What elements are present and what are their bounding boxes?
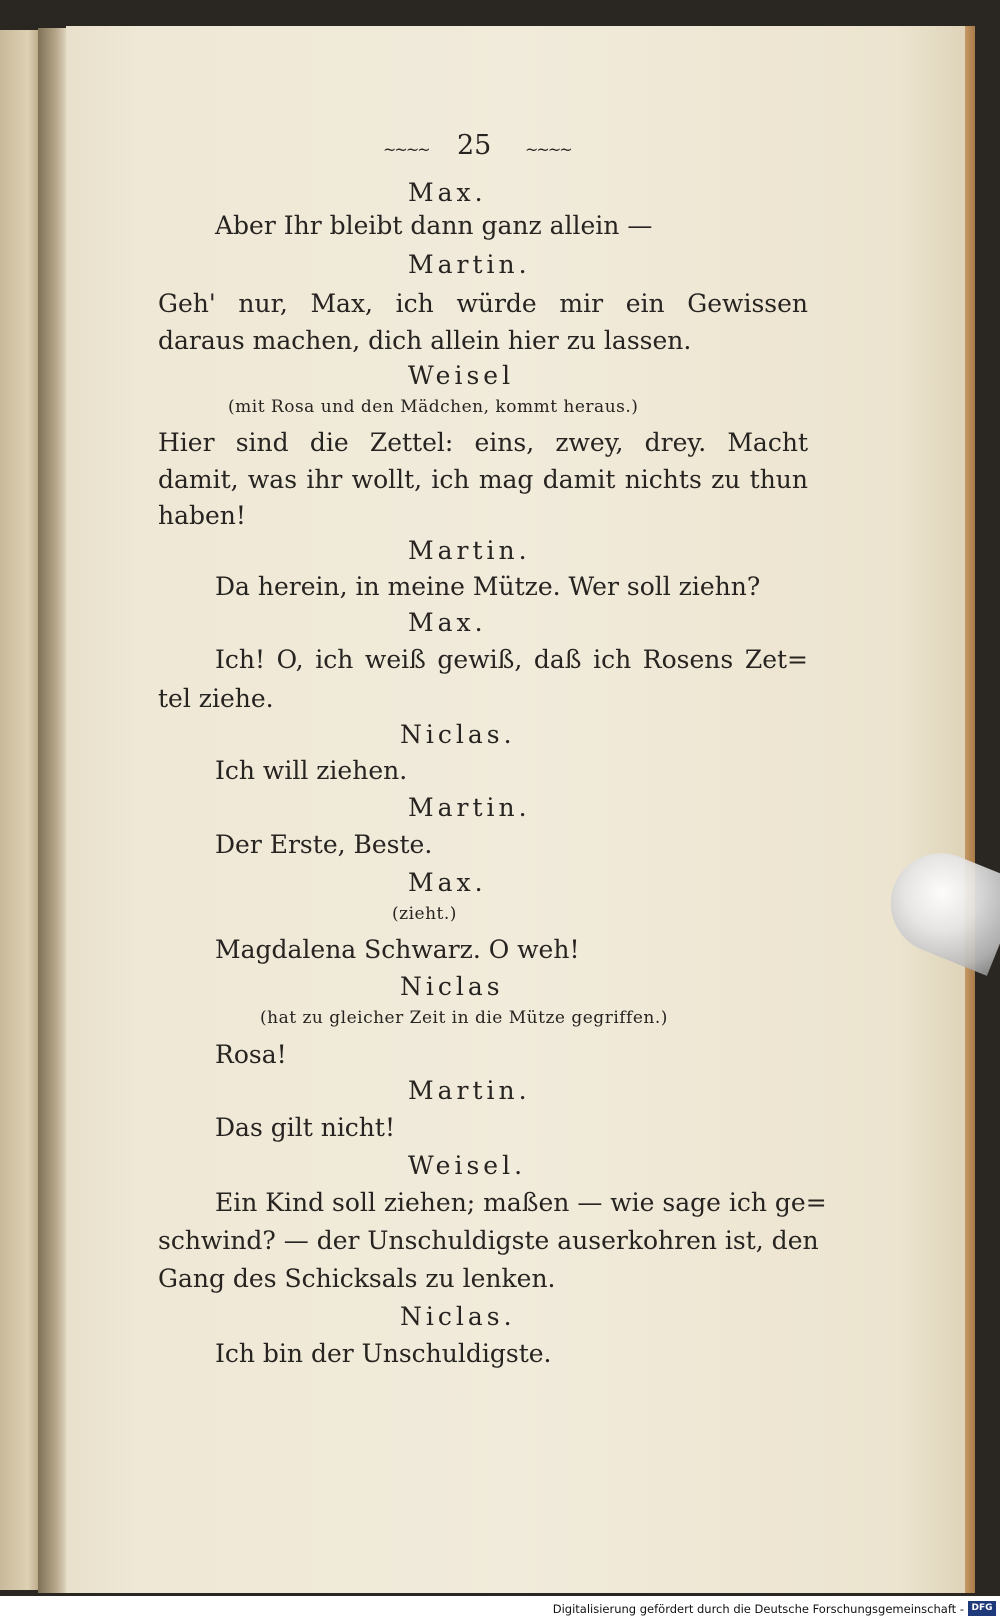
speaker-name: Weisel: [408, 361, 515, 390]
dialogue-line: damit, was ihr wollt, ich mag damit nichts zu thun: [158, 465, 808, 494]
speaker-name: Niclas: [400, 972, 504, 1001]
speaker-name: Max.: [408, 608, 487, 637]
dialogue-line: daraus machen, dich allein hier zu lassen.: [158, 326, 692, 355]
dialogue-line: Der Erste, Beste.: [215, 830, 433, 859]
dialogue-line: Gang des Schicksals zu lenken.: [158, 1264, 556, 1293]
dialogue-line: Das gilt nicht!: [215, 1113, 396, 1142]
speaker-name: Martin.: [408, 1076, 531, 1105]
speaker-name: Martin.: [408, 793, 531, 822]
speaker-name: Niclas.: [400, 1302, 516, 1331]
funding-credit: Digitalisierung gefördert durch die Deutsche Forschungsgemeinschaft -: [552, 1602, 964, 1616]
footer-bar: [0, 1596, 1000, 1622]
speaker-name: Max.: [408, 178, 487, 207]
dialogue-line: Aber Ihr bleibt dann ganz allein —: [215, 211, 653, 240]
dialogue-line: Hier sind die Zettel: eins, zwey, drey. Macht: [158, 428, 808, 457]
page-gutter: [38, 28, 68, 1593]
dialogue-line: Ich bin der Unschuldigste.: [215, 1339, 552, 1368]
dialogue-line: Ein Kind soll ziehen; maßen — wie sage ich ge=: [215, 1188, 827, 1217]
dfg-logo: DFG: [968, 1601, 996, 1616]
speaker-name: Weisel.: [408, 1151, 527, 1180]
stage-direction: (hat zu gleicher Zeit in die Mütze gegriffen.): [260, 1008, 668, 1028]
left-page-edge: [0, 30, 40, 1590]
stage-direction: (mit Rosa und den Mädchen, kommt heraus.): [228, 397, 639, 417]
stage-direction: (zieht.): [392, 904, 457, 924]
speaker-name: Martin.: [408, 536, 531, 565]
dialogue-line: haben!: [158, 501, 246, 530]
dialogue-line: Ich will ziehen.: [215, 756, 408, 785]
page-edge: [965, 26, 975, 1593]
dialogue-line: schwind? — der Unschuldigste auserkohren ist, den: [158, 1226, 819, 1255]
dialogue-line: Rosa!: [215, 1040, 287, 1069]
speaker-name: Niclas.: [400, 720, 516, 749]
dialogue-line: tel ziehe.: [158, 684, 274, 713]
dialogue-line: Magdalena Schwarz. O weh!: [215, 935, 580, 964]
dialogue-line: Da herein, in meine Mütze. Wer soll ziehn?: [215, 572, 761, 601]
header-ornament-right: ~~~~: [525, 140, 571, 159]
header-ornament-left: ~~~~: [383, 140, 429, 159]
page-number: 25: [457, 130, 492, 161]
speaker-name: Martin.: [408, 250, 531, 279]
dialogue-line: Geh' nur, Max, ich würde mir ein Gewissen: [158, 289, 808, 318]
speaker-name: Max.: [408, 868, 487, 897]
dialogue-line: Ich! O, ich weiß gewiß, daß ich Rosens Zet=: [215, 645, 808, 674]
